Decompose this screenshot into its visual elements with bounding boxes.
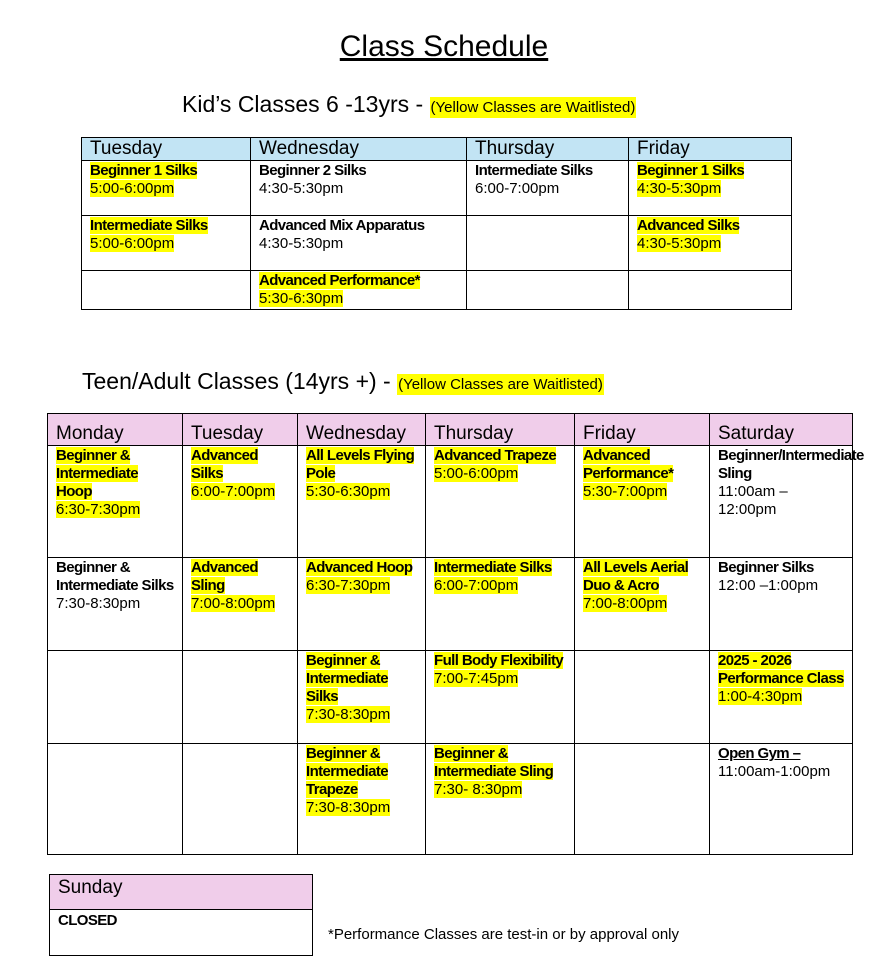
class-time: 5:00-6:00pm [434,465,519,482]
class-time: 7:30- 8:30pm [434,781,523,798]
class-name: Advanced Hoop [306,559,413,576]
class-time: 5:00-6:00pm [90,235,175,252]
class-name: Beginner & Intermediate Silks [56,559,174,594]
adult-class-cell [426,446,575,558]
adult-class-cell [710,558,853,651]
kids-schedule-row [82,271,792,310]
kids-empty-cell [467,216,629,271]
class-time: 6:00-7:00pm [434,577,519,594]
class-time: 6:30-7:30pm [56,501,141,518]
sunday-status: CLOSED [58,912,117,929]
adult-class-cell [575,558,710,651]
kids-day-header-friday: Friday [629,138,792,161]
class-time: 7:00-8:00pm [191,595,276,612]
class-name: Beginner & Intermediate Sling [434,745,554,780]
class-time: 7:00-7:45pm [434,670,519,687]
class-name: Beginner 2 Silks [259,162,367,179]
class-name: All Levels Aerial Duo & Acro [583,559,689,594]
class-name: 2025 - 2026 Performance Class [718,652,844,687]
kids-schedule-table [81,137,792,310]
page-title: Class Schedule [339,30,549,63]
adult-empty-cell [48,651,183,744]
kids-header-row [82,138,792,161]
class-time: 12:00 –1:00pm [718,577,819,594]
class-name: Advanced Mix Apparatus [259,217,425,234]
class-name: Intermediate Silks [475,162,593,179]
adult-class-cell [48,558,183,651]
adult-class-cell [298,558,426,651]
kids-waitlist-note: (Yellow Classes are Waitlisted) [430,99,636,116]
adult-class-cell [48,446,183,558]
kids-class-cell [629,161,792,216]
class-time: 5:30-6:30pm [259,290,344,307]
class-name: All Levels Flying Pole [306,447,415,482]
adult-schedule-table [47,413,864,855]
adult-class-cell [575,446,710,558]
adult-day-header-wednesday: Wednesday [298,414,426,446]
class-name: Beginner 1 Silks [90,162,198,179]
kids-schedule-row [82,216,792,271]
kids-class-cell [629,216,792,271]
class-name: Beginner/Intermediate Sling [718,447,864,482]
adult-schedule-row [48,558,853,651]
class-time: 4:30-5:30pm [259,180,344,197]
class-name: Advanced Performance* [259,272,420,289]
adult-empty-cell [575,651,710,744]
adult-schedule-row [48,651,853,744]
adult-empty-cell [183,651,298,744]
class-name: Advanced Sling [191,559,258,594]
kids-day-header-wednesday: Wednesday [251,138,467,161]
class-name: Beginner & Intermediate Hoop [56,447,138,500]
class-name: Open Gym – [718,745,801,762]
kids-class-cell [467,161,629,216]
class-name: Advanced Performance* [583,447,674,482]
sunday-header: Sunday [50,875,313,910]
adult-class-cell [183,558,298,651]
kids-section-heading [182,91,636,118]
class-time: 6:00-7:00pm [191,483,276,500]
adult-class-cell [426,651,575,744]
adult-class-cell [710,651,853,744]
class-time: 5:00-6:00pm [90,180,175,197]
adult-day-header-tuesday: Tuesday [183,414,298,446]
adult-class-cell [298,744,426,855]
class-name: Advanced Silks [637,217,740,234]
kids-day-header-tuesday: Tuesday [82,138,251,161]
kids-empty-cell [629,271,792,310]
adult-empty-cell [575,744,710,855]
class-time: 7:30-8:30pm [56,595,141,612]
class-time: 4:30-5:30pm [637,180,722,197]
class-name: Advanced Trapeze [434,447,557,464]
class-time: 4:30-5:30pm [259,235,344,252]
kids-schedule-row [82,161,792,216]
kids-heading-text: Kid’s Classes 6 -13yrs - [182,91,424,117]
sunday-table [49,874,313,956]
adult-class-cell [183,446,298,558]
adult-class-cell [298,651,426,744]
class-time: 5:30-7:00pm [583,483,668,500]
adult-empty-cell [48,744,183,855]
adult-day-header-friday: Friday [575,414,710,446]
adult-section-heading [82,368,604,395]
class-name: Intermediate Silks [90,217,208,234]
kids-class-cell [82,216,251,271]
class-name: Beginner Silks [718,559,814,576]
class-name: Beginner 1 Silks [637,162,745,179]
adult-schedule-row [48,744,853,855]
adult-class-cell [710,744,853,855]
kids-class-cell [251,161,467,216]
kids-empty-cell [467,271,629,310]
class-time: 7:00-8:00pm [583,595,668,612]
kids-class-cell [251,271,467,310]
kids-class-cell [82,161,251,216]
adult-day-header-monday: Monday [48,414,183,446]
kids-day-header-thursday: Thursday [467,138,629,161]
adult-class-cell [298,446,426,558]
adult-heading-text: Teen/Adult Classes (14yrs +) - [82,368,391,394]
adult-header-row [48,414,853,446]
adult-class-cell [426,558,575,651]
adult-class-cell [710,446,864,558]
class-time: 1:00-4:30pm [718,688,803,705]
adult-waitlist-note: (Yellow Classes are Waitlisted) [398,376,603,393]
kids-empty-cell [82,271,251,310]
class-time: 6:30-7:30pm [306,577,391,594]
class-time: 6:00-7:00pm [475,180,560,197]
class-name: Beginner & Intermediate Silks [306,652,388,705]
adult-day-header-thursday: Thursday [426,414,575,446]
class-time: 7:30-8:30pm [306,706,391,723]
class-time: 5:30-6:30pm [306,483,391,500]
adult-day-header-saturday: Saturday [710,414,853,446]
class-name: Full Body Flexibility [434,652,564,669]
adult-empty-cell [183,744,298,855]
kids-class-cell [251,216,467,271]
class-name: Intermediate Silks [434,559,552,576]
class-time: 11:00am-1:00pm [718,763,831,780]
class-name: Advanced Silks [191,447,258,482]
class-time: 11:00am – 12:00pm [718,483,788,518]
class-time: 4:30-5:30pm [637,235,722,252]
performance-footnote: *Performance Classes are test-in or by approval only [328,926,679,943]
adult-schedule-row [48,446,853,558]
class-name: Beginner & Intermediate Trapeze [306,745,388,798]
adult-class-cell [426,744,575,855]
class-time: 7:30-8:30pm [306,799,391,816]
